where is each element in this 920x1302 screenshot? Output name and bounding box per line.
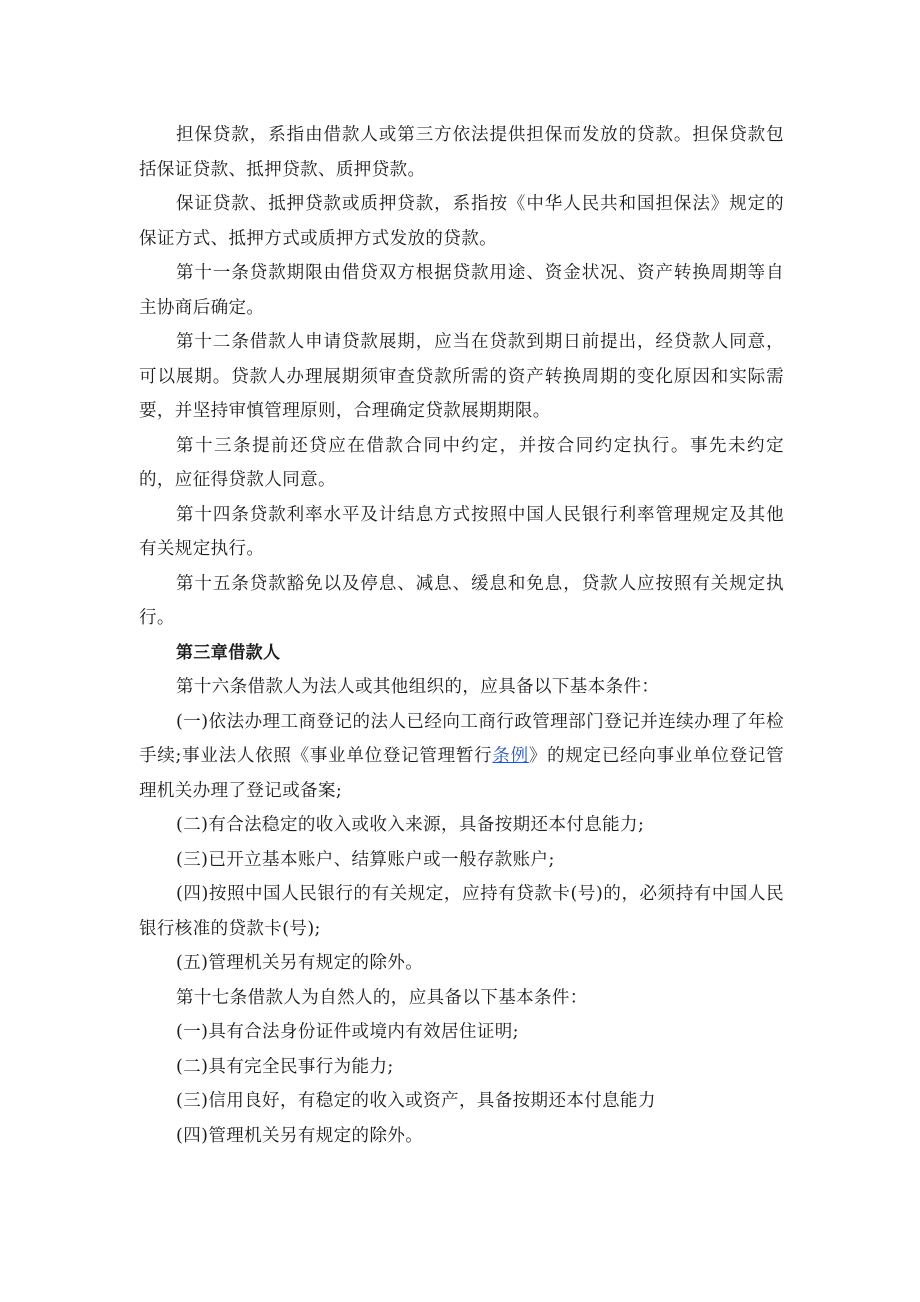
- paragraph-article-12: 第十二条借款人申请贷款展期，应当在贷款到期日前提出，经贷款人同意，可以展期。贷款人办理展期须审查贷款所需的资产转换周期的变化原因和实际需要，并坚持审慎管理原则，合理确定贷款展期期限。: [139, 332, 784, 421]
- article-16-item-2: (二)有合法稳定的收入或收入来源，具备按期还本付息能力;: [176, 815, 645, 835]
- paragraph-article-13: 第十三条提前还贷应在借款合同中约定，并按合同约定执行。事先未约定的，应征得贷款人同意。: [139, 435, 784, 490]
- article-16-item-1-text-before: (一)依法办理工商登记的法人已经向工商行政管理部门登记并连续办理了年检手续;事业法人依照《事业单位登记管理暂行: [139, 711, 784, 766]
- document-page: [139, 118, 784, 1153]
- article-17-item-4: (四)管理机关另有规定的除外。: [176, 1125, 424, 1146]
- article-17-intro: 第十七条借款人为自然人的，应具备以下基本条件：: [176, 987, 588, 1008]
- article-16-item-3: (三)已开立基本账户、结算账户或一般存款账户;: [176, 849, 555, 870]
- article-16-item-1-text-after: 》的规定已经向事业单位登记管理机关办理了登记或备案;: [139, 746, 784, 801]
- chapter-heading: 第三章借款人: [176, 642, 281, 663]
- article-17-item-3: (三)信用良好，有稳定的收入或资产，具备按期还本付息能力: [176, 1091, 656, 1111]
- article-16-item-4: (四)按照中国人民银行的有关规定，应持有贷款卡(号)的，必须持有中国人民银行核准的贷款卡(号);: [139, 884, 784, 939]
- article-17-item-1: (一)具有合法身份证件或境内有效居住证明;: [176, 1022, 519, 1042]
- paragraph-article-15: 第十五条贷款豁免以及停息、减息、缓息和免息，贷款人应按照有关规定执行。: [139, 573, 784, 628]
- regulation-link[interactable]: 条例: [492, 746, 529, 766]
- paragraph-article-11: 第十一条贷款期限由借贷双方根据贷款用途、资金状况、资产转换周期等自主协商后确定。: [139, 263, 784, 318]
- article-16-intro: 第十六条借款人为法人或其他组织的，应具备以下基本条件：: [176, 677, 660, 697]
- article-16-item-5: (五)管理机关另有规定的除外。: [176, 953, 424, 973]
- paragraph-article-14: 第十四条贷款利率水平及计结息方式按照中国人民银行利率管理规定及其他有关规定执行。: [139, 504, 784, 559]
- article-16-item-1: [139, 705, 784, 809]
- paragraph-guarantee-loan: 保证贷款、抵押贷款或质押贷款，系指按《中华人民共和国担保法》规定的保证方式、抵押方式或质押方式发放的贷款。: [139, 194, 784, 249]
- article-17-item-2: (二)具有完全民事行为能力;: [176, 1056, 394, 1077]
- paragraph-secured-loan: 担保贷款，系指由借款人或第三方依法提供担保而发放的贷款。担保贷款包括保证贷款、抵押贷款、质押贷款。: [139, 125, 784, 180]
